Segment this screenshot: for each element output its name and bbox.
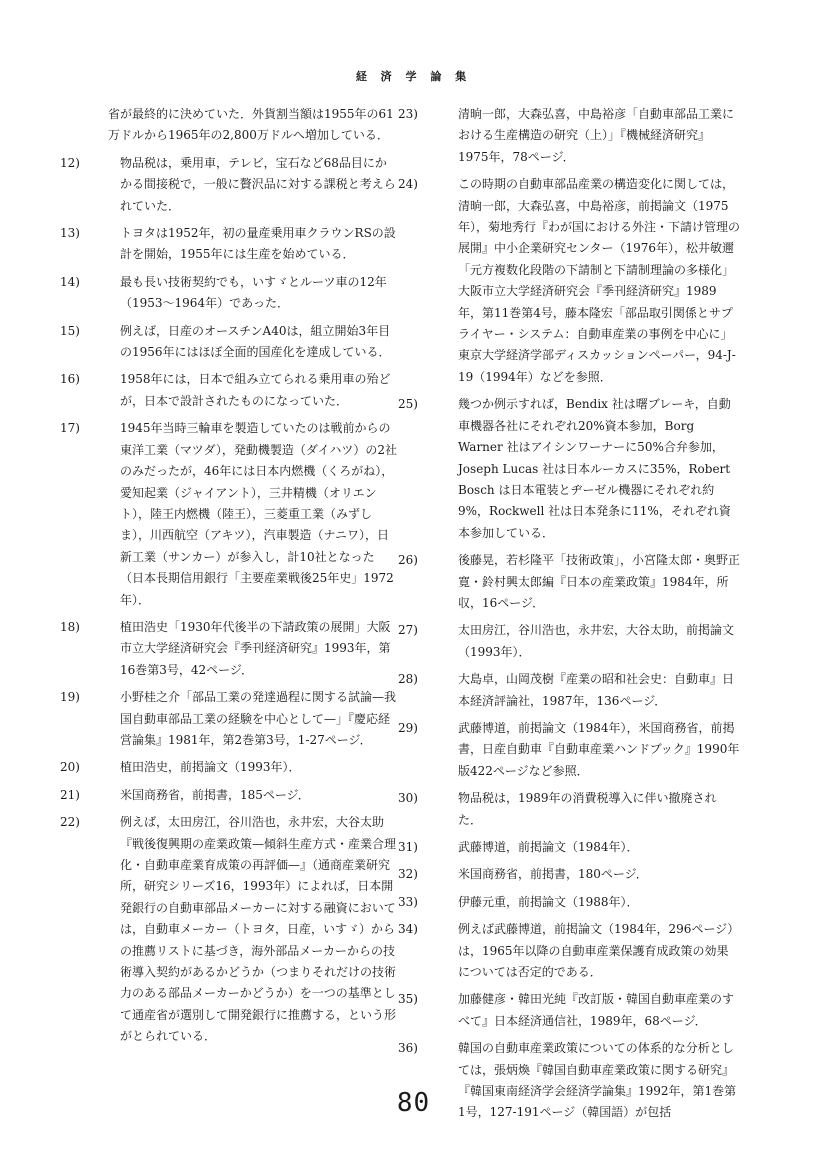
footnote-number: 29) — [398, 720, 418, 735]
footnote-text: 武藤博道，前掲論文（1984年），米国商務省，前掲書，日産自動車『自動車産業ハンドブック』1990年版422ページなど参照． — [458, 720, 740, 778]
footnote-text: 物品税は，1989年の消費税導入に伴い撤廃された． — [458, 791, 717, 827]
journal-header: 経 済 学 論 集 — [355, 70, 472, 83]
footnote-text: 大島卓，山岡茂樹『産業の昭和社会史：自動車』日本経済評論社，1987年，136ページ． — [458, 672, 735, 708]
footnote-number: 35) — [398, 992, 418, 1007]
footnote-item — [398, 174, 741, 388]
footnote-text: 韓国の自動車産業政策についての体系的な分析としては，張炳煥『韓国自動車産業政策に関する研究』『韓国東南経済学会経済学論集』1992年，第1巻第1号，127-191ページ（韓国語）が包括 — [458, 1041, 737, 1120]
footnote-item — [60, 687, 398, 751]
footnote-number: 28) — [398, 672, 418, 687]
footnote-number: 13) — [60, 226, 80, 241]
footnote-item — [60, 812, 398, 1047]
footnote-text: 幾つか例示すれば，Bendix 社は曙ブレーキ，自動車機器各社にそれぞれ20%資本参加，Borg Warner 社はアイシンワーナーに50%合弁参加，Joseph Lucas 社は日本ルーカスに35%，Robert Bosch は日本電装とヂーゼル機器にそれぞれ約9%，Rockwell 社は日本発条に11%，それぞれ資本参加している． — [458, 397, 731, 540]
footnote-item — [398, 620, 740, 663]
footnote-text: 1945年当時三輪車を製造していたのは戦前からの東洋工業（マツダ），発動機製造（ダイハツ）の2社のみだったが，46年には日本内燃機（くろがね），愛知起業（ジャイアント），三井精機（オリエント），陸王内燃機（陸王），三菱重工業（みずしま），川西航空（アキツ），汽車製造（ナニワ），日新工業（サンカー）が参入し，計10社となった（日本長期信用銀行「主要産業戦後25年史」1972年）． — [120, 421, 398, 607]
footnote-item — [60, 757, 398, 778]
footnote-number: 26) — [398, 553, 418, 568]
footnote-item — [60, 321, 398, 364]
footnote-number: 12) — [60, 155, 80, 170]
footnote-number: 24) — [398, 177, 418, 192]
footnote-text: 物品税は，乗用車，テレビ，宝石など68品目にかかる間接税で，一般に贅沢品に対する課税と考えられていた． — [120, 155, 396, 213]
footnote-number: 36) — [398, 1041, 418, 1056]
footnote-number: 18) — [60, 619, 80, 634]
footnote-text: 例えば，太田房江，谷川浩也，永井宏，大谷太助『戦後復興期の産業政策—傾斜生産方式・産業合理化・自動車産業育成策の再評価—』（通商産業研究所，研究シリーズ16，1993年）によれば，日本開発銀行の自動車部品メーカーに対する融資においては，自動車メーカー（トヨタ，日産，いすゞ）からの推薦リストに基づき，海外部品メーカーからの技術導入契約があるかどうか（つまりそれだけの技術力のある部品メーカーかどうか）を一つの基準として通産省が選別して開発銀行に推薦する，という形がとられている． — [120, 815, 397, 1044]
footnote-text: 米国商務省，前掲書，180ページ． — [458, 867, 648, 882]
footnote-number: 19) — [60, 690, 80, 705]
footnote-text: 米国商務省，前掲書，185ページ． — [120, 787, 310, 802]
footnote-number: 15) — [60, 323, 80, 338]
footnote-number: 16) — [60, 372, 80, 387]
footnote-number: 21) — [60, 787, 80, 802]
footnote-item — [60, 418, 398, 611]
footnote-text: 加藤健彦・韓田光純『改訂版・韓国自動車産業のすべて』日本経済通信社，1989年，68ページ． — [458, 992, 735, 1028]
footnote-text: 最も長い技術契約でも，いすゞとルーツ車の12年（1953〜1964年）であった． — [120, 274, 387, 311]
footnote-number: 30) — [398, 791, 418, 806]
footnote-item — [398, 394, 740, 544]
footnote-text: 例えば武藤博道，前掲論文（1984年，296ページ）は，1965年以降の自動車産業保護育成政策の効果については否定的である． — [458, 922, 740, 980]
footnote-text: 伊藤元重，前掲論文（1988年）． — [458, 894, 639, 909]
footnote-item — [398, 550, 741, 614]
footnote-item — [398, 837, 740, 858]
left-column — [60, 104, 398, 1054]
footnote-item — [60, 617, 398, 681]
footnote-number: 20) — [60, 760, 80, 775]
footnote-text: 植田浩史「1930年代後半の下請政策の展開」大阪市立大学経済研究会『季刊経済研究』1993年，第16巻第3号，42ページ． — [120, 619, 391, 677]
footnote-text: 後藤晃，若杉隆平「技術政策」，小宮隆太郎・奥野正寛・鈴村興太郎編『日本の産業政策』1984年，所収，16ページ． — [458, 553, 741, 610]
footnote-number: 34) — [398, 922, 418, 937]
footnote-number: 17) — [60, 421, 80, 436]
footnote-text: 例えば，日産のオースチンA40は，組立開始3年目の1956年にはほぼ全面的国産化を達成している． — [120, 323, 391, 360]
footnote-text: 植田浩史，前掲論文（1993年）． — [120, 760, 301, 775]
note-continuation: 省が最終的に決めていた．外貨割当額は1955年の61万ドルから1965年の2,800万ドルへ増加している． — [108, 107, 394, 143]
footnote-text: 1958年には，日本で組み立てられる乗用車の殆どが，日本で設計されたものになっていた． — [120, 372, 391, 408]
footnote-item — [398, 892, 740, 913]
footnote-text: この時期の自動車部品産業の構造変化に関しては，清晌一郎，大森弘喜，中島裕彦，前掲論文（1975年），菊地秀行『わが国における外注・下請け管理の展開』中小企業研究センター（1976年），松井敏邇「元方複数化段階の下請制と下請制理論の多様化」大阪市立大学経済研究会『季刊経済研究』1989年，第11巻第4号，藤本隆宏「部品取引関係とサプライヤー・システム：自動車産業の事例を中心に」東京大学経済学部ディスカッションペーパー，94-J-19（1994年）などを参照． — [458, 177, 741, 384]
footnote-item — [398, 864, 740, 885]
right-notes-list — [398, 104, 741, 1124]
footnote-item — [398, 718, 740, 782]
footnote-text: 武藤博道，前掲論文（1984年）． — [458, 840, 639, 854]
footnote-number: 25) — [398, 397, 418, 412]
footnote-item — [398, 919, 740, 983]
footnote-number: 32) — [398, 867, 418, 882]
footnote-number: 22) — [60, 815, 80, 830]
footnote-item — [60, 785, 398, 806]
footnote-item — [60, 272, 398, 315]
footnote-item — [60, 153, 398, 217]
footnote-item — [60, 369, 398, 412]
footnote-item — [398, 989, 740, 1032]
footnote-number: 27) — [398, 623, 418, 638]
footnote-item — [60, 223, 398, 266]
footnote-item — [398, 104, 740, 168]
footnote-text: 小野桂之介「部品工業の発達過程に関する試論—我国自動車部品工業の経験を中心として—」『慶応経営論集』1981年，第2巻第3号，1-27ページ． — [120, 690, 397, 747]
footnote-number: 31) — [398, 840, 418, 854]
page-number: 80 — [396, 1088, 431, 1118]
footnote-text: 太田房江，谷川浩也，永井宏，大谷太助，前掲論文（1993年）． — [458, 623, 735, 659]
right-column — [398, 104, 741, 1130]
footnote-number: 23) — [398, 107, 418, 121]
footnote-text: 清晌一郎，大森弘喜，中島裕彦「自動車部品工業における生産構造の研究（上）」『機械経済研究』1975年，78ページ． — [458, 107, 735, 164]
footnote-item — [398, 788, 740, 831]
footnote-number: 14) — [60, 274, 80, 289]
left-notes-list — [60, 153, 398, 1048]
footnote-item — [398, 669, 740, 712]
footnote-text: トヨタは1952年，初の量産乗用車クラウンRSの設計を開始，1955年には生産を始めている． — [120, 226, 396, 262]
footnote-number: 33) — [398, 894, 418, 909]
